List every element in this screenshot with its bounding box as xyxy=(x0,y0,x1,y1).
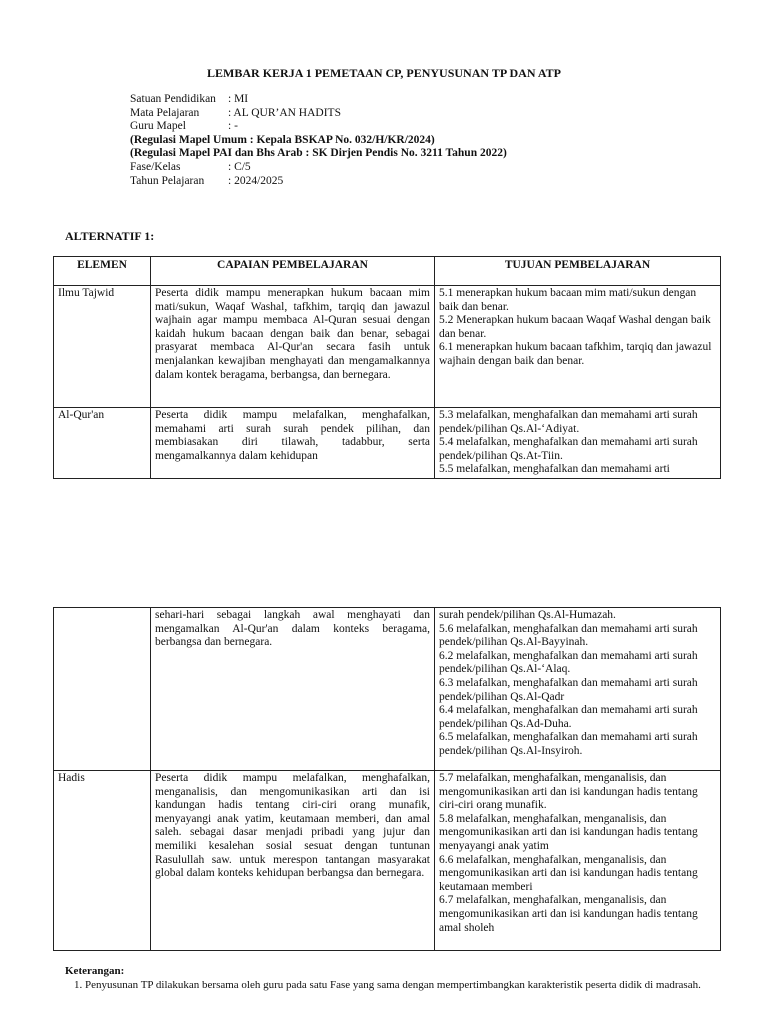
satuan-row xyxy=(130,93,507,107)
elemen-cell: Al-Qur'an xyxy=(54,408,151,479)
elemen-cell: Ilmu Tajwid xyxy=(54,286,151,408)
fase-label: Fase/Kelas xyxy=(130,160,181,173)
tujuan-item: 6.7 melafalkan, menghafalkan, menganalisis, dan mengomunikasikan arti dan isi kandungan hadis tentang amal sholeh xyxy=(439,894,698,934)
cp-tp-table-page2 xyxy=(53,607,721,951)
elemen-cell xyxy=(54,608,151,771)
tujuan-cell xyxy=(435,608,721,771)
regulasi-umum: (Regulasi Mapel Umum : Kepala BSKAP No. 032/H/KR/2024) xyxy=(130,133,435,146)
tujuan-cell xyxy=(435,771,721,951)
tujuan-item: 6.4 melafalkan, menghafalkan dan memahami arti surah pendek/pilihan Qs.Ad-Duha. xyxy=(439,704,698,730)
tahun-value: : 2024/2025 xyxy=(228,174,284,187)
elemen-cell: Hadis xyxy=(54,771,151,951)
tahun-label: Tahun Pelajaran xyxy=(130,174,205,187)
tujuan-item: 5.1 menerapkan hukum bacaan mim mati/sukun dengan baik dan benar. xyxy=(439,287,697,313)
mapel-value: : AL QUR’AN HADITS xyxy=(228,106,341,119)
tujuan-item: 6.3 melafalkan, menghafalkan dan memahami arti surah pendek/pilihan Qs.Al-Qadr xyxy=(439,676,698,703)
guru-row xyxy=(130,120,507,134)
table-header-row xyxy=(54,257,721,286)
tujuan-item: 6.5 melafalkan, menghafalkan dan memahami arti surah pendek/pilihan Qs.Al-Insyiroh. xyxy=(439,731,698,757)
header-tujuan: TUJUAN PEMBELAJARAN xyxy=(435,257,721,286)
notes-item: 1. Penyusunan TP dilakukan bersama oleh guru pada satu Fase yang sama dengan mempertimbangkan karakteristik peserta didik di madrasah. xyxy=(85,978,715,992)
mapel-label: Mata Pelajaran xyxy=(130,106,200,119)
guru-value: : - xyxy=(228,120,238,133)
header-elemen: ELEMEN xyxy=(54,257,151,286)
fase-row xyxy=(130,161,507,175)
tujuan-item: 5.3 melafalkan, menghafalkan dan memahami arti surah pendek/pilihan Qs.Al-‘Adiyat. xyxy=(439,409,698,435)
notes-section xyxy=(65,964,715,992)
header-capaian: CAPAIAN PEMBELAJARAN xyxy=(151,257,435,286)
table-row-quran-cont xyxy=(54,608,721,771)
tujuan-cell xyxy=(435,408,721,479)
guru-label: Guru Mapel xyxy=(130,120,186,133)
tujuan-item: 5.4 melafalkan, menghafalkan dan memahami arti surah pendek/pilihan Qs.At-Tiin. xyxy=(439,436,698,462)
satuan-label: Satuan Pendidikan xyxy=(130,93,216,105)
fase-value: : C/5 xyxy=(228,160,251,173)
cp-tp-table-page1 xyxy=(53,256,721,479)
tujuan-item: surah pendek/pilihan Qs.Al-Humazah. xyxy=(439,609,616,621)
capaian-cell: Peserta didik mampu melafalkan, menghafalkan, menganalisis, dan mengomunikasikan arti dan isi kandungan hadis tentang ciri-ciri orang munafik, menyayangi anak yatim, keutamaan memberi, dan amal saleh. sebagai dasar menjadi pribadi yang jujur dan memiliki kesalehan sosial sesuat dengan tuntunan Rasulullah saw. untuk merespon tantangan masyarakat global dalam konteks kehidupan berbangsa dan bernegara. xyxy=(151,771,435,951)
tujuan-item: 5.6 melafalkan, menghafalkan dan memahami arti surah pendek/pilihan Qs.Al-Bayyinah. xyxy=(439,622,698,649)
tujuan-item: 5.2 Menerapkan hukum bacaan Waqaf Washal dengan baik dan benar. xyxy=(439,314,711,340)
notes-list xyxy=(65,978,715,992)
table-row-quran xyxy=(54,408,721,479)
table-row-hadis xyxy=(54,771,721,951)
tujuan-item: 6.1 menerapkan hukum bacaan tafkhim, tarqiq dan jawazul wajhain dengan baik dan benar. xyxy=(439,341,712,367)
tujuan-item: 6.2 melafalkan, menghafalkan dan memahami arti surah pendek/pilihan Qs.Al-‘Alaq. xyxy=(439,649,698,676)
notes-heading: Keterangan: xyxy=(65,965,125,977)
identity-block xyxy=(130,93,507,188)
tahun-row xyxy=(130,175,507,189)
satuan-value: : MI xyxy=(228,93,249,105)
capaian-cell: Peserta didik mampu menerapkan hukum bacaan mim mati/sukun, Waqaf Washal, tafkhim, tarqiq dan jawazul wajhain agar mampu membaca Al-Quran sesuai dengan kaidah hukum bacaan dengan baik dan benar, sebagai prasyarat membaca Al-Qur'an secara fasih untuk menjalankan kewajiban menghayati dan mengamalkannya dalam kontek beragama, berbangsa, dan bernegara. xyxy=(151,286,435,408)
tujuan-item: 6.6 melafalkan, menghafalkan, menganalisis, dan mengomunikasikan arti dan isi kandungan hadis tentang keutamaan memberi xyxy=(439,853,698,893)
tujuan-cell xyxy=(435,286,721,408)
table-row-tajwid xyxy=(54,286,721,408)
tujuan-item: 5.8 melafalkan, menghafalkan, menganalisis, dan mengomunikasikan arti dan isi kandungan hadis tentang menyayangi anak yatim xyxy=(439,812,698,852)
tujuan-item: 5.7 melafalkan, menghafalkan, menganalisis, dan mengomunikasikan arti dan isi kandungan hadis tentang ciri-ciri orang munafik. xyxy=(439,772,698,812)
capaian-cell: Peserta didik mampu melafalkan, menghafalkan, memahami arti surah surah pendek pilihan, dan membiasakan diri tilawah, tadabbur, serta mengamalkannya dalam kehidupan xyxy=(151,408,435,479)
mapel-row xyxy=(130,107,507,121)
alternatif-heading: ALTERNATIF 1: xyxy=(65,229,155,243)
document-title: LEMBAR KERJA 1 PEMETAAN CP, PENYUSUNAN TP DAN ATP xyxy=(207,66,561,80)
tujuan-item: 5.5 melafalkan, menghafalkan dan memahami arti xyxy=(439,463,670,476)
regulasi-pai: (Regulasi Mapel PAI dan Bhs Arab : SK Dirjen Pendis No. 3211 Tahun 2022) xyxy=(130,147,507,160)
capaian-cell: sehari-hari sebagai langkah awal menghayati dan mengamalkan Al-Qur'an dalam konteks beragama, berbangsa dan bernegara. xyxy=(151,608,435,771)
